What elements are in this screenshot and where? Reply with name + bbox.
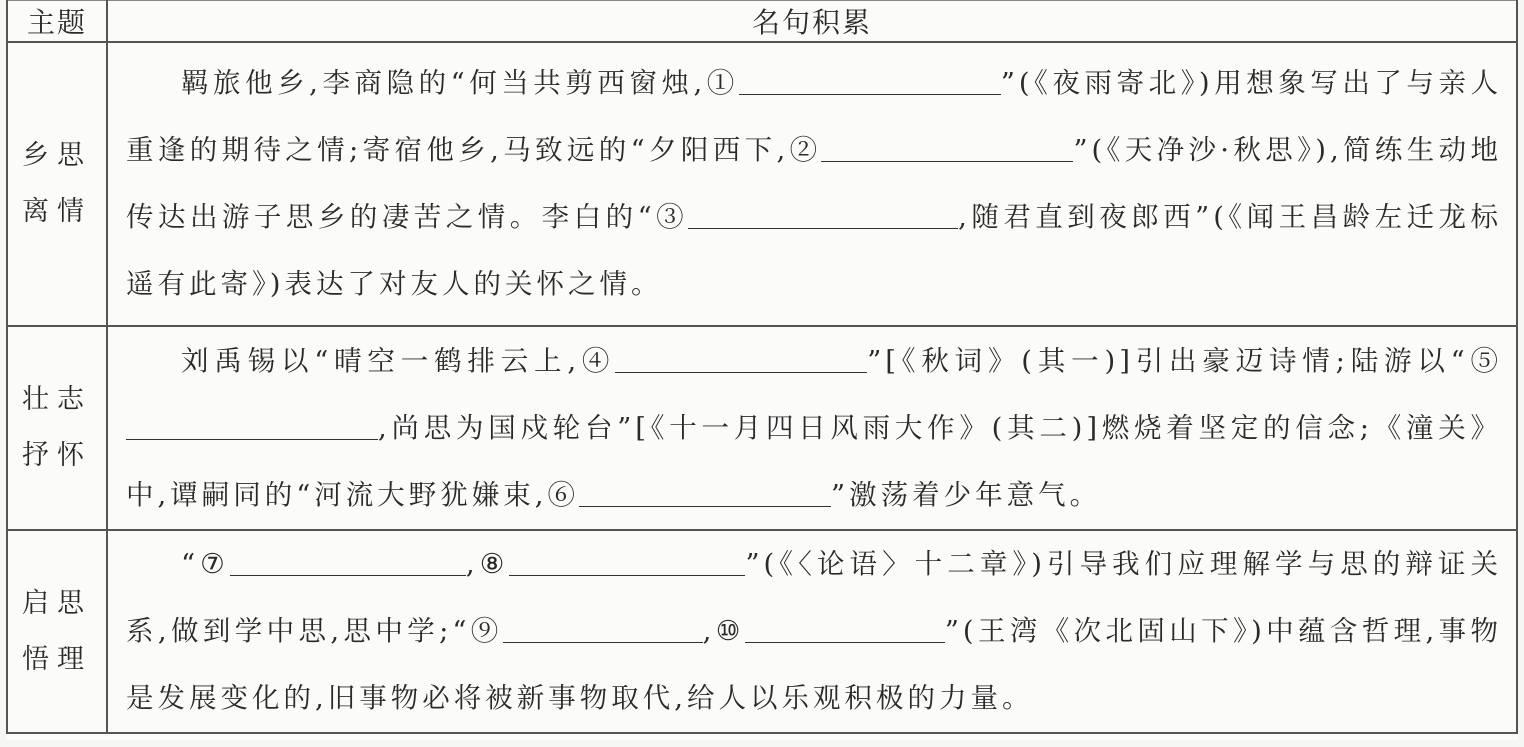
blank-4-line[interactable] xyxy=(615,344,867,373)
table-row xyxy=(7,42,1517,326)
blank-number-8: ⑧ xyxy=(478,548,510,580)
topic-line: 悟理 xyxy=(22,643,92,675)
blank-8-line[interactable] xyxy=(509,548,745,577)
content-cell xyxy=(107,326,1517,530)
blank-number-6: ⑥ xyxy=(547,478,580,511)
blank-number-1: ① xyxy=(706,67,739,99)
blank-number-7: ⑦ xyxy=(199,548,230,580)
text-run: ”(《〈论语〉十二章》)引导我们应理解学与思的辩证关系,做到学中思,思中学;“ xyxy=(126,548,1503,647)
blank-6-line[interactable] xyxy=(579,478,831,507)
text-run: , xyxy=(702,615,716,647)
content-cell xyxy=(107,530,1517,733)
text-run: “ xyxy=(181,548,200,580)
blank-number-4: ④ xyxy=(580,344,616,377)
text-run: ,随君直到夜郎西”(《闻王昌龄左迁龙标遥有此寄》)表达了对友人的关怀之情。 xyxy=(126,201,1502,300)
worksheet xyxy=(6,0,1518,740)
topic-ambition xyxy=(7,326,107,530)
paragraph xyxy=(126,50,1502,318)
text-run: ”[《秋词》(其一)]引出豪迈诗情;陆游以“ xyxy=(867,344,1469,377)
table-row xyxy=(7,530,1517,733)
blank-5-line[interactable] xyxy=(126,411,378,440)
blank-3-line[interactable] xyxy=(688,201,958,230)
paragraph xyxy=(126,328,1502,529)
blank-number-2: ② xyxy=(789,134,822,166)
text-run: , xyxy=(465,548,479,580)
text-run: ”激荡着少年意气。 xyxy=(831,478,1102,511)
blank-7-line[interactable] xyxy=(230,548,466,577)
blank-10-line[interactable] xyxy=(745,615,945,644)
table-row xyxy=(7,326,1517,530)
topic-line: 壮志 xyxy=(22,384,92,415)
content-cell xyxy=(107,42,1517,326)
header-content: 名句积累 xyxy=(107,1,1517,43)
topic-homesick xyxy=(7,42,107,326)
blank-number-3: ③ xyxy=(655,201,689,233)
header-topic: 主题 xyxy=(7,1,107,43)
quote-table xyxy=(6,0,1518,734)
topic-insight xyxy=(7,530,107,733)
text-run: ”(《夜雨寄北》)用想象写出了与亲人重逢的期待之情;寄宿他乡,马致远的“夕阳西下, xyxy=(126,67,1503,166)
blank-1-line[interactable] xyxy=(739,67,1001,96)
text-run: ”(王湾《次北固山下》)中蕴含哲理,事物是发展变化的,旧事物必将被新事物取代,给人以乐观积极的力量。 xyxy=(126,615,1503,714)
text-run: 刘禹锡以“晴空一鹤排云上, xyxy=(181,344,581,377)
topic-line: 抒怀 xyxy=(22,440,92,471)
text-run: 羁旅他乡,李商隐的“何当共剪西窗烛, xyxy=(181,67,707,99)
table-header-row xyxy=(7,1,1517,43)
topic-line: 离情 xyxy=(22,196,92,227)
blank-2-line[interactable] xyxy=(821,134,1073,163)
topic-line: 乡思 xyxy=(22,140,92,171)
text-run: ”(《天净沙·秋思》),简练生动地传达出游子思乡的凄苦之情。李白的“ xyxy=(126,134,1503,233)
blank-9-line[interactable] xyxy=(503,615,703,644)
blank-number-5: ⑤ xyxy=(1468,344,1503,377)
paragraph xyxy=(126,531,1502,732)
blank-number-9: ⑨ xyxy=(470,615,503,647)
text-run: ,尚思为国戍轮台”[《十一月四日风雨大作》(其二)]燃烧着坚定的信念;《潼关》中,谭嗣同的“河流大野犹嫌束, xyxy=(126,411,1502,511)
blank-number-10: ⑩ xyxy=(715,615,745,647)
topic-line: 启思 xyxy=(22,587,92,619)
